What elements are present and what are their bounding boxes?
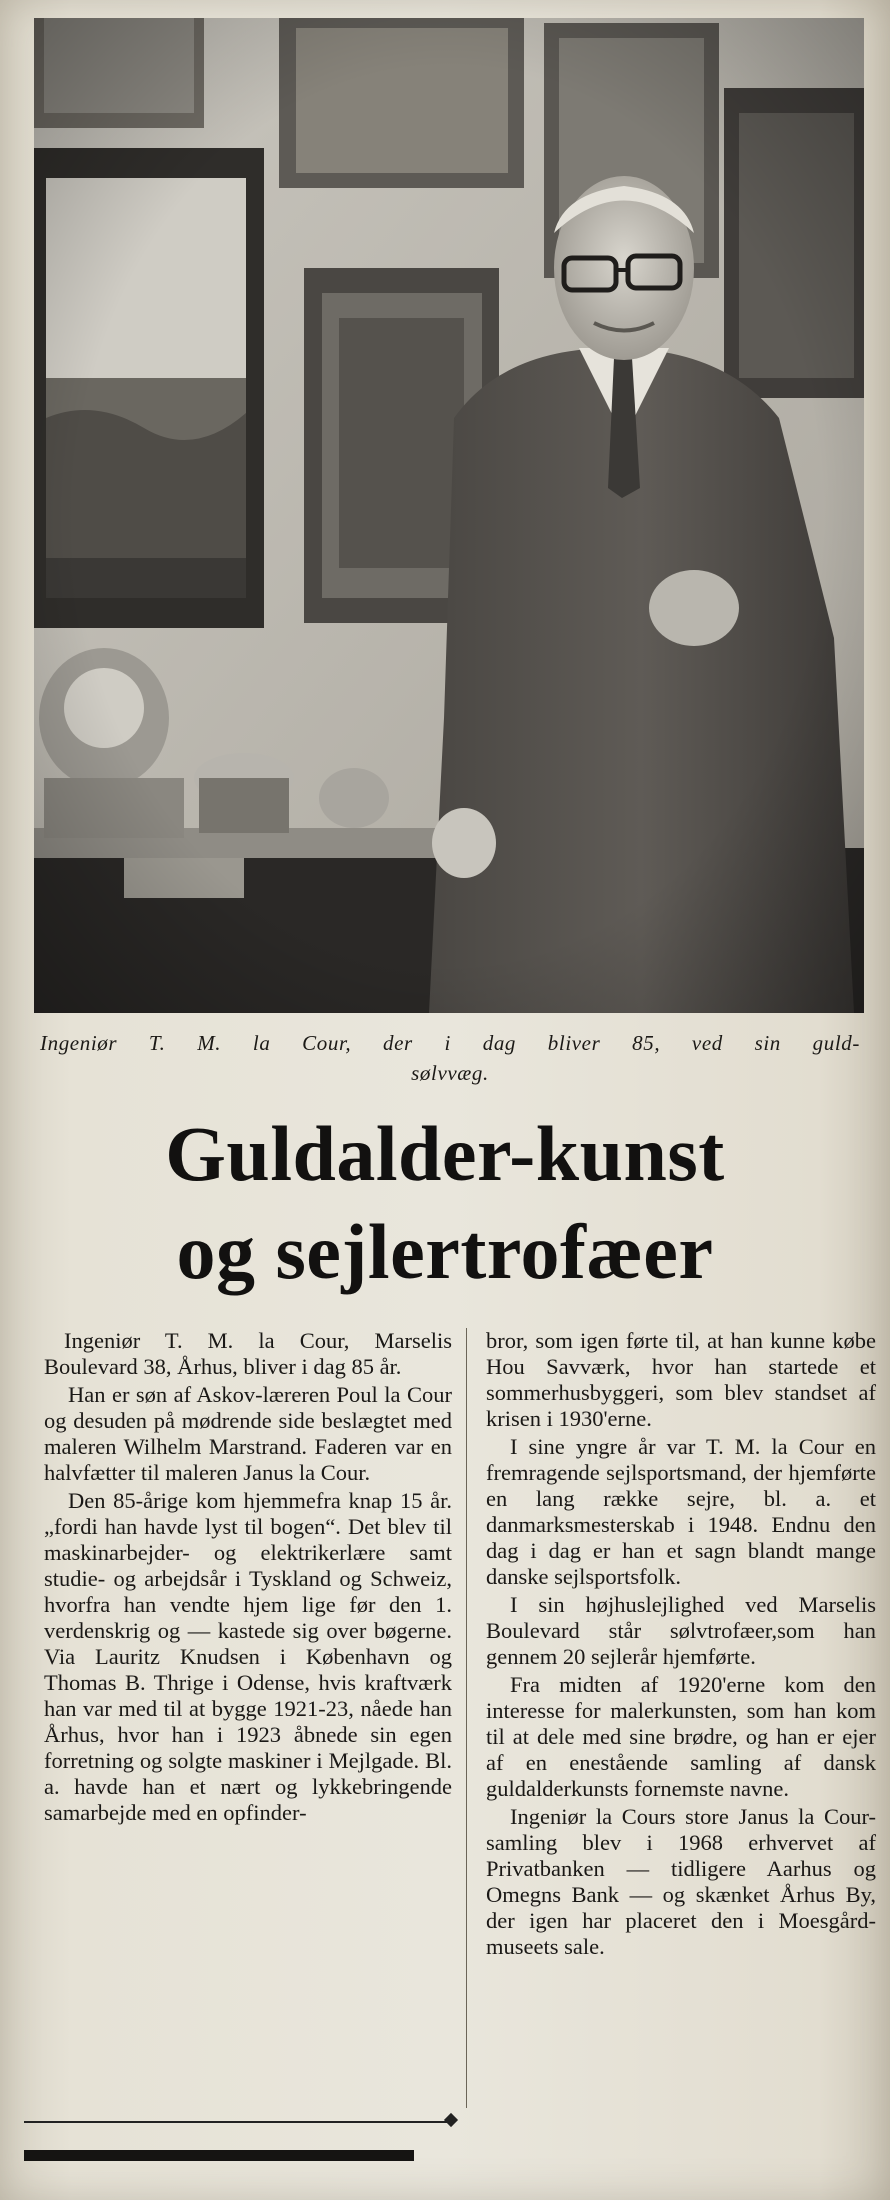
photo-illustration (34, 18, 864, 1013)
headline-line-1: Guldalder-kunst (165, 1110, 725, 1197)
photo-caption (40, 1028, 860, 1088)
paragraph: Han er søn af Askov-læreren Poul la Cour og desuden på mødrende side beslægtet med maleren Wilhelm Marstrand. Faderen var en halvfætter til maleren Janus la Cour. (44, 1382, 452, 1485)
column-divider (466, 1328, 467, 2108)
article-headline (30, 1105, 860, 1301)
paragraph: bror, som igen førte til, at han kunne købe Hou Savværk, hvor han startede et sommerhusbyggeri, som blev standset af krisen i 1930'erne. (486, 1328, 876, 1431)
end-rule-diamond (444, 2113, 458, 2127)
caption-line-1: Ingeniør T. M. la Cour, der i dag bliver 85, ved sin guld- (40, 1031, 860, 1055)
end-rule-thin (24, 2121, 454, 2123)
end-rule-thick (24, 2150, 414, 2161)
paragraph: Fra midten af 1920'erne kom den interesse for malerkunsten, som han kom til at dele med sine brødre, og han er ejer af en enestående samling af dansk guldalderkunsts fornemste navne. (486, 1672, 876, 1801)
portrait-photo (34, 18, 864, 1013)
article-column-left (44, 1328, 452, 1828)
caption-line-2: sølvvæg. (411, 1061, 489, 1085)
article-column-right (486, 1328, 876, 1962)
paragraph: Ingeniør T. M. la Cour, Marselis Boulevard 38, Århus, bliver i dag 85 år. (44, 1328, 452, 1379)
paragraph: I sine yngre år var T. M. la Cour en fremragende sejlsportsmand, der hjemførte en lang række sejre, bl. a. et danmarksmesterskab i 1948. Endnu den dag i dag er han et sagn blandt mange danske sejlsportsfolk. (486, 1434, 876, 1589)
paragraph: Ingeniør la Cours store Janus la Cour-samling blev i 1968 erhvervet af Privatbanken — tidligere Aarhus og Omegns Bank — og skænket Århus By, der igen har placeret den i Moesgård-museets sale. (486, 1804, 876, 1959)
paragraph: I sin højhuslejlighed ved Marselis Boulevard står sølvtrofæer,som han gennem 20 sejlerår hjemførte. (486, 1592, 876, 1669)
paragraph: Den 85-årige kom hjemmefra knap 15 år. „fordi han havde lyst til bogen“. Det blev til maskinarbejder- og elektrikerlære samt studie- og arbejdsår i Tyskland og Schweiz, hvorfra han vendte hjem lige før den 1. verdenskrig og — kastede sig over bøgerne. Via Lauritz Knudsen i København og Thomas B. Thrige i Odense, hvis kraftværk han var med til at bygge 1921-23, nåede han Århus, hvor han i 1923 åbnede sin egen forretning og solgte maskiner i Mejlgade. Bl. a. havde han et nært og lykkebringende samarbejde med en opfinder- (44, 1488, 452, 1825)
headline-line-2: og sejlertrofæer (176, 1208, 714, 1295)
